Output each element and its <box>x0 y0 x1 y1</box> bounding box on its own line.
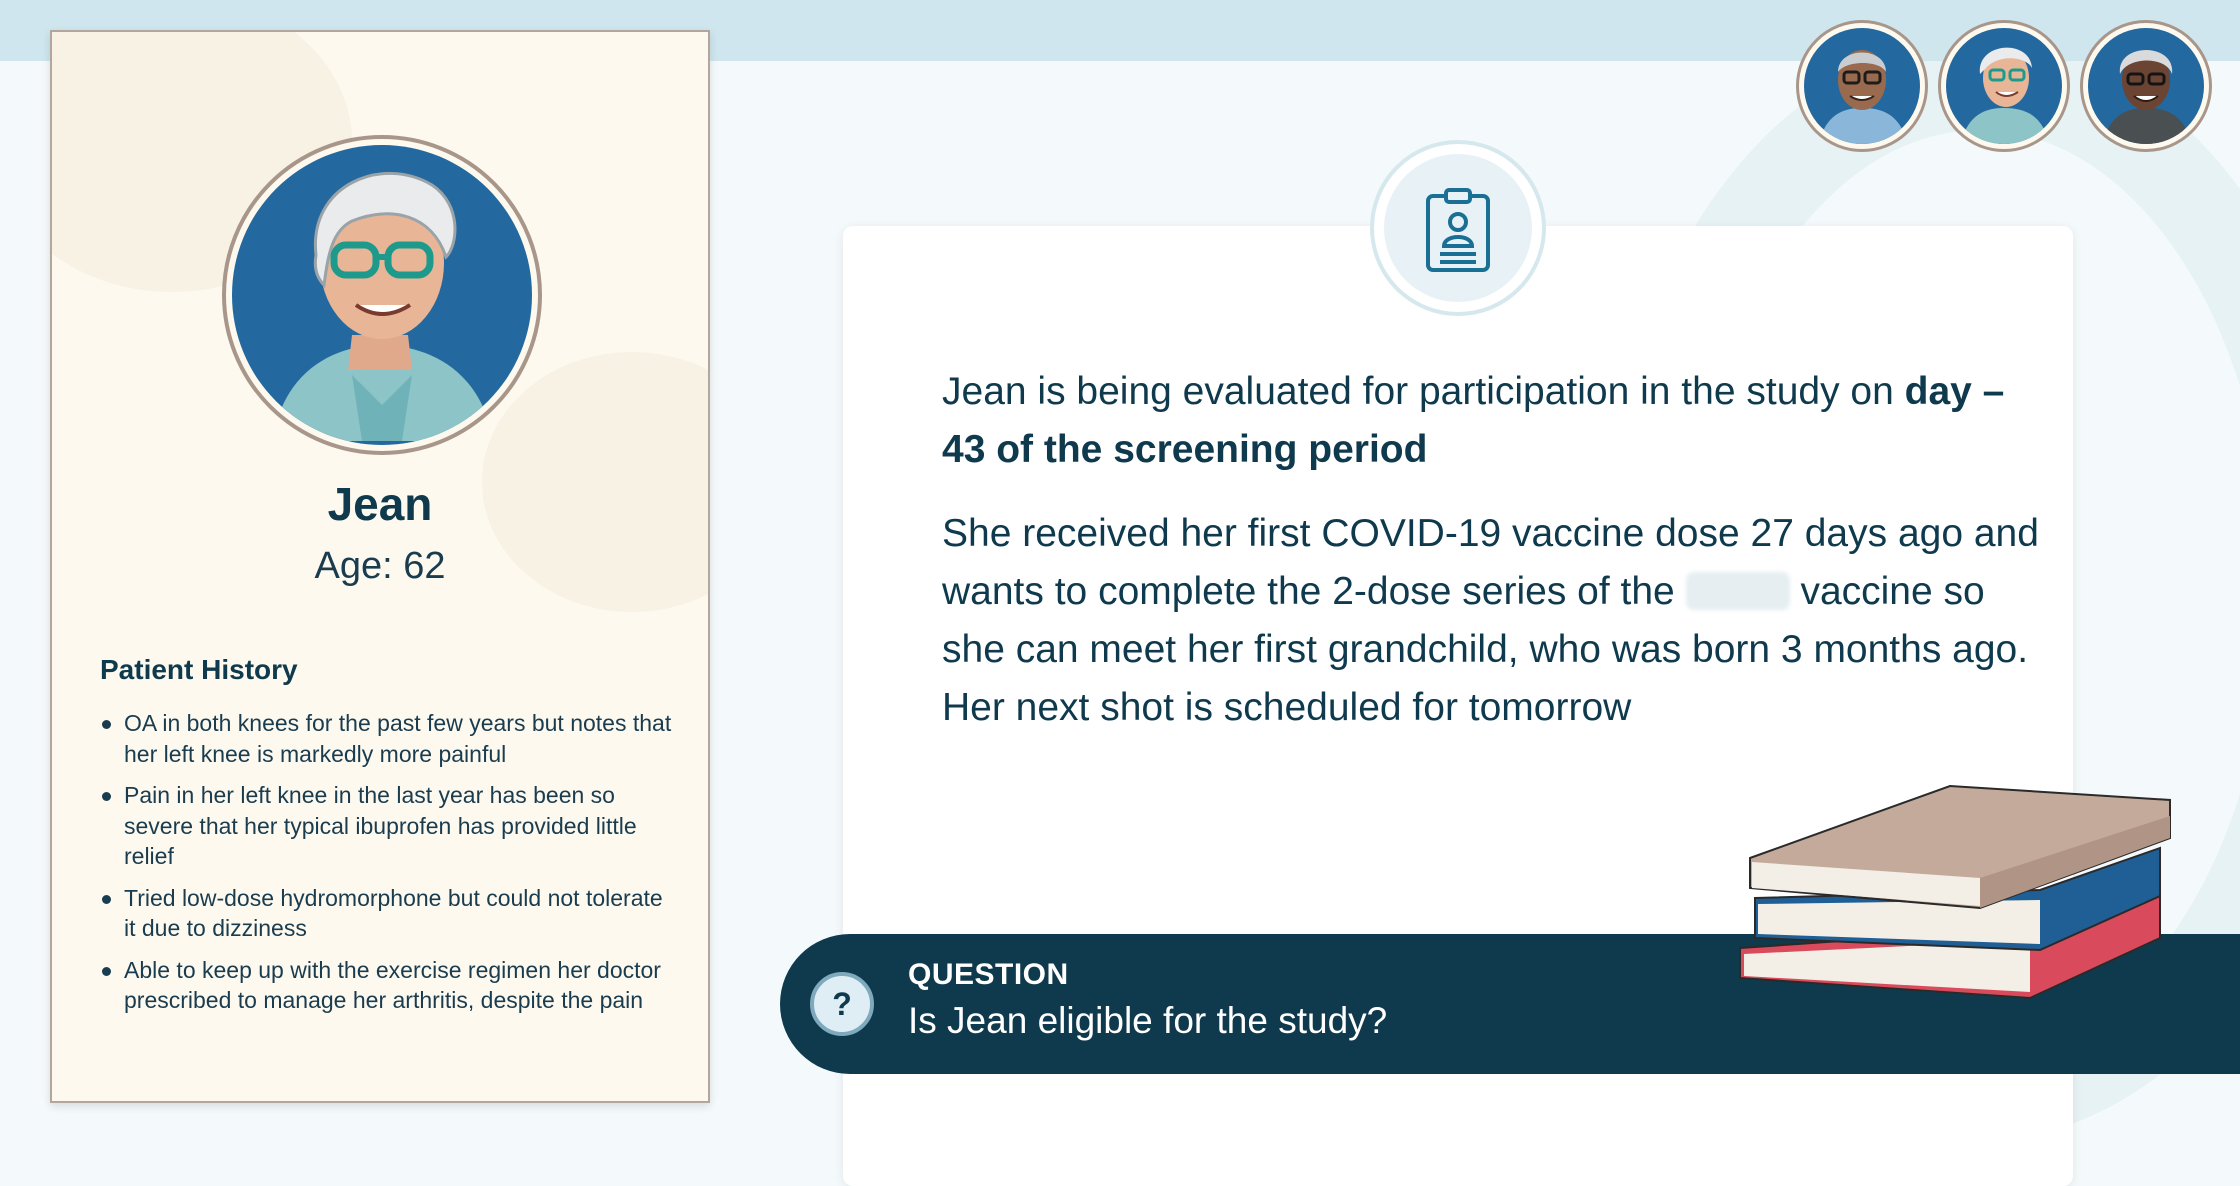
clipboard-person-icon <box>1424 188 1492 274</box>
redacted-vaccine-name <box>1686 572 1790 610</box>
history-item: Tried low-dose hydromorphone but could not tolerate it due to dizziness <box>100 883 680 944</box>
scenario-intro-prefix: Jean is being evaluated for participation in the study on <box>942 370 1894 413</box>
question-text: Is Jean eligible for the study? <box>908 1000 1388 1041</box>
patient-selector-avatar-3[interactable] <box>2080 20 2212 152</box>
patient-avatar <box>222 135 542 455</box>
history-item: Able to keep up with the exercise regimen her doctor prescribed to manage her arthritis, despite the pain <box>100 955 680 1016</box>
question-label: QUESTION <box>908 958 1069 991</box>
scenario-intro-highlight: day –43 of the screening period <box>942 370 2005 471</box>
patient-portrait-illustration <box>232 145 528 441</box>
patient-history-title: Patient History <box>100 654 298 685</box>
patient-history-list <box>100 708 680 1027</box>
scenario-details-part1: She received her first COVID-19 vaccine dose 27 days ago and wants to complete the 2-dose series of the <box>942 512 2039 613</box>
woman-portrait-icon <box>2088 28 2204 144</box>
patient-age: Age: 62 <box>314 545 446 587</box>
patient-card <box>50 30 710 1103</box>
patient-selector-avatar-2[interactable] <box>1938 20 2070 152</box>
history-item: Pain in her left knee in the last year has been so severe that her typical ibuprofen has provided little relief <box>100 780 680 872</box>
scenario-details-part2: vaccine so she can meet her first grandchild, who was born 3 months ago. Her next shot is scheduled for tomorrow <box>942 570 2029 729</box>
stacked-books-illustration <box>1730 778 2180 1028</box>
man-glasses-portrait-icon <box>1804 28 1920 144</box>
history-item: OA in both knees for the past few years but notes that her left knee is markedly more painful <box>100 708 680 769</box>
clipboard-badge <box>1370 140 1546 316</box>
patient-name: Jean <box>327 478 433 530</box>
woman-glasses-portrait-icon <box>1946 28 2062 144</box>
question-mark-icon: ? <box>810 972 874 1036</box>
scenario-intro <box>942 363 2042 479</box>
patient-selector-avatar-1[interactable] <box>1796 20 1928 152</box>
scenario-details <box>942 505 2042 737</box>
